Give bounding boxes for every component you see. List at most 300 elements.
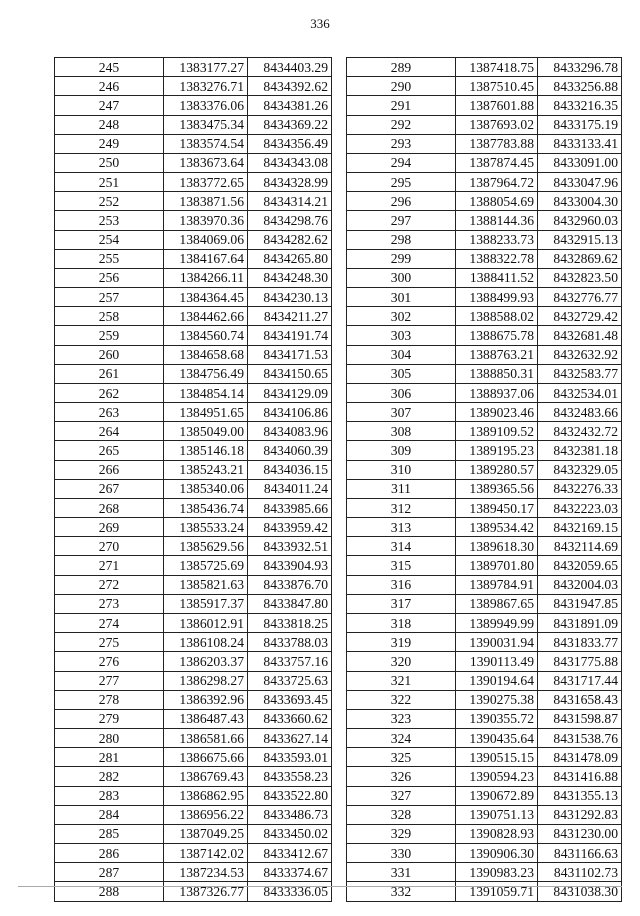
- y-coordinate: 8433522.80: [248, 786, 332, 805]
- y-coordinate: 8432483.66: [538, 403, 622, 422]
- y-coordinate: 8434060.39: [248, 441, 332, 460]
- y-coordinate: 8433627.14: [248, 729, 332, 748]
- x-coordinate: 1388499.93: [456, 288, 538, 307]
- x-coordinate: 1390355.72: [456, 709, 538, 728]
- x-coordinate: 1388850.31: [456, 364, 538, 383]
- y-coordinate: 8433876.70: [248, 575, 332, 594]
- point-number: 325: [347, 748, 456, 767]
- table-row: [347, 594, 622, 613]
- y-coordinate: 8432432.72: [538, 422, 622, 441]
- table-row: [55, 192, 332, 211]
- table-row: [347, 134, 622, 153]
- x-coordinate: 1385436.74: [164, 498, 248, 517]
- y-coordinate: 8433412.67: [248, 844, 332, 863]
- point-number: 319: [347, 633, 456, 652]
- point-number: 257: [55, 288, 164, 307]
- y-coordinate: 8431102.73: [538, 863, 622, 882]
- point-number: 320: [347, 652, 456, 671]
- point-number: 270: [55, 537, 164, 556]
- point-number: 323: [347, 709, 456, 728]
- table-row: [347, 460, 622, 479]
- point-number: 251: [55, 173, 164, 192]
- table-row: [55, 134, 332, 153]
- x-coordinate: 1390983.23: [456, 863, 538, 882]
- point-number: 269: [55, 518, 164, 537]
- y-coordinate: 8432776.77: [538, 288, 622, 307]
- point-number: 296: [347, 192, 456, 211]
- bottom-rule: [18, 886, 622, 887]
- point-number: 332: [347, 882, 456, 901]
- x-coordinate: 1388937.06: [456, 383, 538, 402]
- x-coordinate: 1388588.02: [456, 307, 538, 326]
- table-row: [55, 230, 332, 249]
- point-number: 247: [55, 96, 164, 115]
- y-coordinate: 8433133.41: [538, 134, 622, 153]
- y-coordinate: 8434191.74: [248, 326, 332, 345]
- point-number: 305: [347, 364, 456, 383]
- y-coordinate: 8434343.08: [248, 153, 332, 172]
- x-coordinate: 1387874.45: [456, 153, 538, 172]
- point-number: 275: [55, 633, 164, 652]
- table-row: [55, 422, 332, 441]
- x-coordinate: 1385243.21: [164, 460, 248, 479]
- x-coordinate: 1387049.25: [164, 824, 248, 843]
- x-coordinate: 1383871.56: [164, 192, 248, 211]
- y-coordinate: 8433175.19: [538, 115, 622, 134]
- page-number: 336: [310, 16, 330, 31]
- table-row: [55, 307, 332, 326]
- table-row: [55, 460, 332, 479]
- point-number: 265: [55, 441, 164, 460]
- x-coordinate: 1385533.24: [164, 518, 248, 537]
- point-number: 309: [347, 441, 456, 460]
- point-number: 289: [347, 58, 456, 77]
- y-coordinate: 8433932.51: [248, 537, 332, 556]
- y-coordinate: 8432223.03: [538, 498, 622, 517]
- y-coordinate: 8434403.29: [248, 58, 332, 77]
- x-coordinate: 1391059.71: [456, 882, 538, 901]
- x-coordinate: 1383970.36: [164, 211, 248, 230]
- y-coordinate: 8434298.76: [248, 211, 332, 230]
- y-coordinate: 8434036.15: [248, 460, 332, 479]
- x-coordinate: 1390672.89: [456, 786, 538, 805]
- y-coordinate: 8433693.45: [248, 690, 332, 709]
- y-coordinate: 8432960.03: [538, 211, 622, 230]
- x-coordinate: 1389949.99: [456, 613, 538, 632]
- point-number: 274: [55, 613, 164, 632]
- x-coordinate: 1386487.43: [164, 709, 248, 728]
- point-number: 262: [55, 383, 164, 402]
- table-row: [55, 345, 332, 364]
- y-coordinate: 8434314.21: [248, 192, 332, 211]
- x-coordinate: 1390031.94: [456, 633, 538, 652]
- point-number: 299: [347, 249, 456, 268]
- x-coordinate: 1388233.73: [456, 230, 538, 249]
- point-number: 302: [347, 307, 456, 326]
- table-row: [347, 288, 622, 307]
- table-row: [55, 479, 332, 498]
- y-coordinate: 8433450.02: [248, 824, 332, 843]
- x-coordinate: 1389280.57: [456, 460, 538, 479]
- point-number: 328: [347, 805, 456, 824]
- point-number: 273: [55, 594, 164, 613]
- table-row: [347, 211, 622, 230]
- y-coordinate: 8434150.65: [248, 364, 332, 383]
- point-number: 256: [55, 268, 164, 287]
- x-coordinate: 1386012.91: [164, 613, 248, 632]
- x-coordinate: 1387693.02: [456, 115, 538, 134]
- x-coordinate: 1390594.23: [456, 767, 538, 786]
- point-number: 252: [55, 192, 164, 211]
- y-coordinate: 8432276.33: [538, 479, 622, 498]
- y-coordinate: 8431658.43: [538, 690, 622, 709]
- y-coordinate: 8431891.09: [538, 613, 622, 632]
- table-row: [347, 230, 622, 249]
- x-coordinate: 1389534.42: [456, 518, 538, 537]
- table-row: [347, 613, 622, 632]
- y-coordinate: 8434356.49: [248, 134, 332, 153]
- point-number: 278: [55, 690, 164, 709]
- y-coordinate: 8434011.24: [248, 479, 332, 498]
- y-coordinate: 8434129.09: [248, 383, 332, 402]
- y-coordinate: 8434369.22: [248, 115, 332, 134]
- table-row: [55, 403, 332, 422]
- x-coordinate: 1383475.34: [164, 115, 248, 134]
- point-number: 301: [347, 288, 456, 307]
- x-coordinate: 1385340.06: [164, 479, 248, 498]
- point-number: 321: [347, 671, 456, 690]
- table-row: [55, 882, 332, 901]
- y-coordinate: 8432632.92: [538, 345, 622, 364]
- point-number: 255: [55, 249, 164, 268]
- x-coordinate: 1389784.91: [456, 575, 538, 594]
- x-coordinate: 1384167.64: [164, 249, 248, 268]
- point-number: 297: [347, 211, 456, 230]
- y-coordinate: 8433593.01: [248, 748, 332, 767]
- y-coordinate: 8432004.03: [538, 575, 622, 594]
- y-coordinate: 8434106.86: [248, 403, 332, 422]
- point-number: 307: [347, 403, 456, 422]
- table-row: [55, 844, 332, 863]
- y-coordinate: 8434230.13: [248, 288, 332, 307]
- table-row: [55, 690, 332, 709]
- point-number: 250: [55, 153, 164, 172]
- table-row: [55, 729, 332, 748]
- point-number: 263: [55, 403, 164, 422]
- table-row: [55, 556, 332, 575]
- x-coordinate: 1389618.30: [456, 537, 538, 556]
- table-row: [347, 403, 622, 422]
- point-number: 327: [347, 786, 456, 805]
- table-row: [55, 786, 332, 805]
- x-coordinate: 1388675.78: [456, 326, 538, 345]
- x-coordinate: 1384951.65: [164, 403, 248, 422]
- table-row: [347, 518, 622, 537]
- table-row: [347, 824, 622, 843]
- x-coordinate: 1384069.06: [164, 230, 248, 249]
- x-coordinate: 1385725.69: [164, 556, 248, 575]
- point-number: 266: [55, 460, 164, 479]
- y-coordinate: 8433091.00: [538, 153, 622, 172]
- point-number: 322: [347, 690, 456, 709]
- y-coordinate: 8432823.50: [538, 268, 622, 287]
- table-row: [347, 805, 622, 824]
- x-coordinate: 1383772.65: [164, 173, 248, 192]
- table-row: [347, 153, 622, 172]
- table-row: [55, 364, 332, 383]
- y-coordinate: 8431166.63: [538, 844, 622, 863]
- table-row: [347, 383, 622, 402]
- x-coordinate: 1387510.45: [456, 77, 538, 96]
- table-row: [347, 671, 622, 690]
- y-coordinate: 8431947.85: [538, 594, 622, 613]
- x-coordinate: 1385917.37: [164, 594, 248, 613]
- y-coordinate: 8434171.53: [248, 345, 332, 364]
- table-row: [55, 652, 332, 671]
- point-number: 317: [347, 594, 456, 613]
- x-coordinate: 1387142.02: [164, 844, 248, 863]
- x-coordinate: 1384854.14: [164, 383, 248, 402]
- point-number: 260: [55, 345, 164, 364]
- point-number: 288: [55, 882, 164, 901]
- y-coordinate: 8431230.00: [538, 824, 622, 843]
- point-number: 316: [347, 575, 456, 594]
- x-coordinate: 1385146.18: [164, 441, 248, 460]
- y-coordinate: 8432329.05: [538, 460, 622, 479]
- y-coordinate: 8431355.13: [538, 786, 622, 805]
- y-coordinate: 8431538.76: [538, 729, 622, 748]
- point-number: 259: [55, 326, 164, 345]
- point-number: 324: [347, 729, 456, 748]
- y-coordinate: 8431598.87: [538, 709, 622, 728]
- x-coordinate: 1384756.49: [164, 364, 248, 383]
- point-number: 330: [347, 844, 456, 863]
- point-number: 267: [55, 479, 164, 498]
- y-coordinate: 8434211.27: [248, 307, 332, 326]
- coordinates-table-left: [54, 57, 332, 902]
- point-number: 287: [55, 863, 164, 882]
- x-coordinate: 1385049.00: [164, 422, 248, 441]
- y-coordinate: 8433847.80: [248, 594, 332, 613]
- table-row: [55, 96, 332, 115]
- x-coordinate: 1389023.46: [456, 403, 538, 422]
- table-row: [347, 115, 622, 134]
- table-row: [347, 173, 622, 192]
- y-coordinate: 8433004.30: [538, 192, 622, 211]
- y-coordinate: 8432114.69: [538, 537, 622, 556]
- y-coordinate: 8434282.62: [248, 230, 332, 249]
- table-row: [55, 383, 332, 402]
- point-number: 264: [55, 422, 164, 441]
- y-coordinate: 8432169.15: [538, 518, 622, 537]
- table-row: [347, 709, 622, 728]
- x-coordinate: 1388763.21: [456, 345, 538, 364]
- point-number: 311: [347, 479, 456, 498]
- x-coordinate: 1389701.80: [456, 556, 538, 575]
- x-coordinate: 1390906.30: [456, 844, 538, 863]
- table-row: [347, 748, 622, 767]
- y-coordinate: 8434265.80: [248, 249, 332, 268]
- y-coordinate: 8431292.83: [538, 805, 622, 824]
- x-coordinate: 1388144.36: [456, 211, 538, 230]
- table-row: [347, 479, 622, 498]
- table-row: [347, 192, 622, 211]
- x-coordinate: 1387964.72: [456, 173, 538, 192]
- coordinates-table-right: [346, 57, 622, 902]
- table-row: [347, 537, 622, 556]
- point-number: 293: [347, 134, 456, 153]
- y-coordinate: 8433296.78: [538, 58, 622, 77]
- table-row: [347, 364, 622, 383]
- table-row: [55, 211, 332, 230]
- y-coordinate: 8431416.88: [538, 767, 622, 786]
- table-row: [347, 441, 622, 460]
- table-row: [55, 173, 332, 192]
- table-row: [55, 594, 332, 613]
- y-coordinate: 8431833.77: [538, 633, 622, 652]
- y-coordinate: 8432729.42: [538, 307, 622, 326]
- table-row: [347, 575, 622, 594]
- point-number: 315: [347, 556, 456, 575]
- y-coordinate: 8434328.99: [248, 173, 332, 192]
- y-coordinate: 8434381.26: [248, 96, 332, 115]
- x-coordinate: 1389195.23: [456, 441, 538, 460]
- point-number: 298: [347, 230, 456, 249]
- y-coordinate: 8433725.63: [248, 671, 332, 690]
- y-coordinate: 8432534.01: [538, 383, 622, 402]
- table-row: [347, 77, 622, 96]
- point-number: 314: [347, 537, 456, 556]
- x-coordinate: 1383574.54: [164, 134, 248, 153]
- point-number: 254: [55, 230, 164, 249]
- x-coordinate: 1390275.38: [456, 690, 538, 709]
- y-coordinate: 8433904.93: [248, 556, 332, 575]
- table-row: [55, 709, 332, 728]
- point-number: 294: [347, 153, 456, 172]
- x-coordinate: 1389109.52: [456, 422, 538, 441]
- x-coordinate: 1389867.65: [456, 594, 538, 613]
- x-coordinate: 1389450.17: [456, 498, 538, 517]
- point-number: 290: [347, 77, 456, 96]
- y-coordinate: 8433216.35: [538, 96, 622, 115]
- x-coordinate: 1387783.88: [456, 134, 538, 153]
- point-number: 280: [55, 729, 164, 748]
- table-row: [55, 767, 332, 786]
- point-number: 283: [55, 786, 164, 805]
- table-row: [55, 77, 332, 96]
- x-coordinate: 1387326.77: [164, 882, 248, 901]
- x-coordinate: 1384462.66: [164, 307, 248, 326]
- x-coordinate: 1386581.66: [164, 729, 248, 748]
- table-row: [55, 249, 332, 268]
- x-coordinate: 1388054.69: [456, 192, 538, 211]
- x-coordinate: 1383673.64: [164, 153, 248, 172]
- table-row: [347, 863, 622, 882]
- point-number: 310: [347, 460, 456, 479]
- point-number: 286: [55, 844, 164, 863]
- y-coordinate: 8432381.18: [538, 441, 622, 460]
- y-coordinate: 8433374.67: [248, 863, 332, 882]
- x-coordinate: 1386298.27: [164, 671, 248, 690]
- point-number: 285: [55, 824, 164, 843]
- point-number: 292: [347, 115, 456, 134]
- table-row: [55, 498, 332, 517]
- x-coordinate: 1389365.56: [456, 479, 538, 498]
- x-coordinate: 1385821.63: [164, 575, 248, 594]
- y-coordinate: 8432915.13: [538, 230, 622, 249]
- x-coordinate: 1390435.64: [456, 729, 538, 748]
- y-coordinate: 8433486.73: [248, 805, 332, 824]
- y-coordinate: 8432583.77: [538, 364, 622, 383]
- table-row: [55, 153, 332, 172]
- table-row: [55, 671, 332, 690]
- point-number: 282: [55, 767, 164, 786]
- table-row: [347, 556, 622, 575]
- table-row: [347, 652, 622, 671]
- y-coordinate: 8433985.66: [248, 498, 332, 517]
- x-coordinate: 1390828.93: [456, 824, 538, 843]
- table-row: [347, 58, 622, 77]
- x-coordinate: 1386203.37: [164, 652, 248, 671]
- point-number: 303: [347, 326, 456, 345]
- table-row: [55, 537, 332, 556]
- x-coordinate: 1384364.45: [164, 288, 248, 307]
- x-coordinate: 1384560.74: [164, 326, 248, 345]
- point-number: 291: [347, 96, 456, 115]
- table-row: [347, 268, 622, 287]
- x-coordinate: 1386675.66: [164, 748, 248, 767]
- y-coordinate: 8433336.05: [248, 882, 332, 901]
- x-coordinate: 1386392.96: [164, 690, 248, 709]
- point-number: 258: [55, 307, 164, 326]
- y-coordinate: 8432869.62: [538, 249, 622, 268]
- point-number: 277: [55, 671, 164, 690]
- table-row: [347, 345, 622, 364]
- x-coordinate: 1383276.71: [164, 77, 248, 96]
- y-coordinate: 8431775.88: [538, 652, 622, 671]
- x-coordinate: 1386769.43: [164, 767, 248, 786]
- point-number: 329: [347, 824, 456, 843]
- point-number: 253: [55, 211, 164, 230]
- x-coordinate: 1387234.53: [164, 863, 248, 882]
- table-row: [55, 518, 332, 537]
- table-row: [55, 575, 332, 594]
- table-row: [347, 633, 622, 652]
- y-coordinate: 8431038.30: [538, 882, 622, 901]
- table-row: [347, 96, 622, 115]
- point-number: 249: [55, 134, 164, 153]
- point-number: 312: [347, 498, 456, 517]
- x-coordinate: 1386956.22: [164, 805, 248, 824]
- table-row: [55, 748, 332, 767]
- table-row: [55, 805, 332, 824]
- point-number: 272: [55, 575, 164, 594]
- table-row: [347, 882, 622, 901]
- x-coordinate: 1387601.88: [456, 96, 538, 115]
- table-row: [347, 786, 622, 805]
- x-coordinate: 1388322.78: [456, 249, 538, 268]
- x-coordinate: 1386862.95: [164, 786, 248, 805]
- table-row: [55, 863, 332, 882]
- x-coordinate: 1387418.75: [456, 58, 538, 77]
- table-row: [55, 326, 332, 345]
- table-row: [347, 307, 622, 326]
- table-row: [347, 249, 622, 268]
- table-row: [55, 441, 332, 460]
- point-number: 306: [347, 383, 456, 402]
- table-row: [55, 268, 332, 287]
- x-coordinate: 1386108.24: [164, 633, 248, 652]
